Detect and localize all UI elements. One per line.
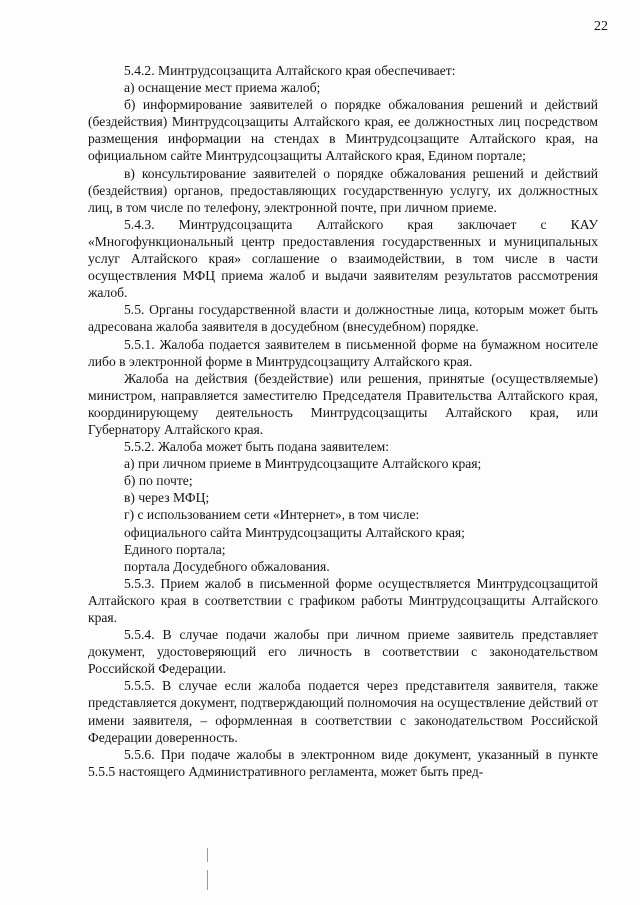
paragraph-5-5-2: 5.5.2. Жалоба может быть подана заявителем: (124, 439, 389, 455)
channel-subitem-pretrial-portal: портала Досудебного обжалования. (124, 558, 330, 574)
page-number: 22 (594, 19, 608, 34)
scan-artifact-line (207, 870, 208, 890)
channel-item-b: б) по почте; (124, 473, 193, 489)
paragraph-5-4-3: 5.4.3. Минтрудсоцзащита Алтайского края заключает с КАУ «Многофункциональный центр предоставления государственных и муниципальных услуг Алтайского края» соглашение о взаимодействии, в том числе в части осуществления МФЦ приема жалоб и выдачи заявителям результатов рассмотрения жалоб. (88, 216, 598, 301)
paragraph-5-5-4: 5.5.4. В случае подачи жалобы при личном приеме заявитель представляет документ, удостоверяющий его личность в соответствии с законодательством Российской Федерации. (88, 627, 598, 677)
document-body (88, 62, 598, 780)
paragraph-5-5-1: 5.5.1. Жалоба подается заявителем в письменной форме на бумажном носителе либо в электронной форме в Минтрудсоцзащиту Алтайского края. (88, 336, 598, 369)
list-item-a: а) оснащение мест приема жалоб; (124, 80, 321, 96)
channel-item-a: а) при личном приеме в Минтрудсоцзащите Алтайского края; (124, 456, 482, 472)
scan-artifact-line (207, 848, 208, 862)
channel-subitem-site: официального сайта Минтрудсоцзащиты Алтайского края; (124, 524, 465, 540)
paragraph-5-5-3: 5.5.3. Прием жалоб в письменной форме осуществляется Минтрудсоцзащитой Алтайского края в соответствии с графиком работы Минтрудсоцзащиты Алтайского края. (88, 575, 598, 625)
paragraph-complaint-minister: Жалоба на действия (бездействие) или решения, принятые (осуществляемые) министром, направляется заместителю Председателя Правительства Алтайского края, координирующему деятельность Минтрудсоцзащиты Алтайского края, или Губернатору Алтайского края. (88, 370, 598, 437)
list-item-v: в) консультирование заявителей о порядке обжалования решений и действий (бездействия) органов, предоставляющих государственную услугу, их должностных лиц, в том числе по телефону, электронной почте, при личном приеме. (88, 165, 598, 215)
paragraph-5-5-6: 5.5.6. При подаче жалобы в электронном виде документ, указанный в пункте 5.5.5 настоящего Административного регламента, может быть пред- (88, 746, 598, 779)
channel-subitem-portal: Единого портала; (124, 541, 226, 557)
list-item-b: б) информирование заявителей о порядке обжалования решений и действий (бездействия) Минтрудсоцзащиты Алтайского края, ее должностных лиц посредством размещения информации на стендах в Минтрудсоцзащите Алтайского края, на официальном сайте Минтрудсоцзащиты Алтайского края, Едином портале; (88, 97, 598, 164)
channel-item-v: в) через МФЦ; (124, 490, 210, 506)
paragraph-5-4-2: 5.4.2. Минтрудсоцзащита Алтайского края обеспечивает: (124, 63, 456, 78)
channel-item-g: г) с использованием сети «Интернет», в том числе: (124, 507, 420, 523)
paragraph-5-5: 5.5. Органы государственной власти и должностные лица, которым может быть адресована жалоба заявителя в досудебном (внесудебном) порядке. (88, 302, 598, 335)
paragraph-5-5-5: 5.5.5. В случае если жалоба подается через представителя заявителя, также представляется документ, подтверждающий полномочия на осуществление действий от имени заявителя, – оформленная в соответствии с законодательством Российской Федерации доверенность. (88, 678, 598, 745)
